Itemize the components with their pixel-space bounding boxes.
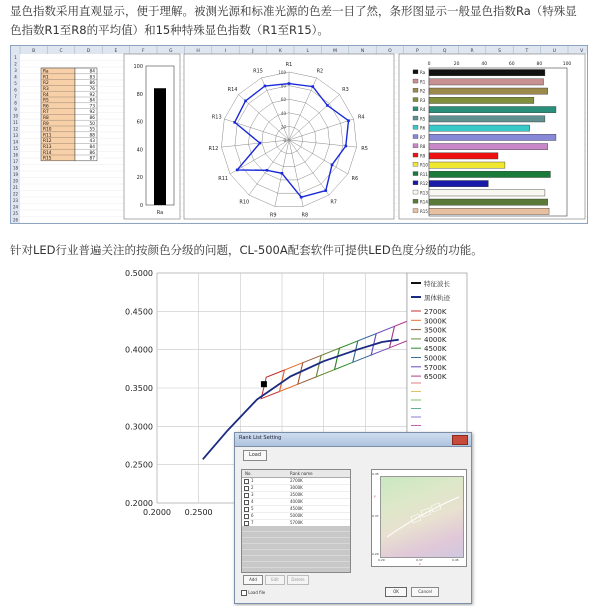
table-row-label: R1 — [43, 75, 49, 81]
rank-row[interactable] — [242, 478, 350, 485]
table-row-value: 76 — [89, 87, 95, 92]
chroma-y-tick: 0.5000 — [125, 269, 153, 278]
radar-point — [326, 104, 329, 107]
table-row-value: 86 — [89, 150, 95, 156]
legend-label: 3500K — [424, 326, 447, 335]
chroma-y-tick: 0.4500 — [125, 307, 153, 317]
radar-point — [324, 189, 327, 192]
row-number: 16 — [12, 152, 19, 158]
table-row-value: 73 — [89, 104, 95, 110]
table-row-value: 55 — [89, 127, 95, 133]
ra-category-label: Ra — [156, 210, 164, 216]
bar-legend-swatch — [413, 125, 418, 129]
radar-point — [331, 164, 334, 167]
checkbox-icon[interactable] — [241, 590, 247, 596]
column-letter: K — [278, 49, 282, 54]
table-row-label: R4 — [43, 92, 49, 98]
bar-category-label: R13 — [420, 190, 428, 196]
table-row-label: R11 — [43, 133, 52, 139]
bar-mark — [429, 125, 530, 131]
bar-legend-swatch — [413, 209, 418, 213]
chroma-y-tick: 0.3000 — [125, 422, 153, 432]
table-row-value: 83 — [89, 75, 95, 81]
load-button[interactable]: Load — [243, 450, 267, 461]
rank-row[interactable] — [242, 506, 350, 513]
mini-x-tick-mid: 0.37 — [416, 558, 423, 562]
rank-row-name: 5000K — [290, 513, 303, 518]
column-letter: Q — [442, 49, 447, 54]
radar-point — [264, 85, 267, 88]
rank-row-checkbox[interactable] — [244, 507, 249, 512]
spreadsheet-screenshot — [10, 45, 588, 224]
row-number: 13 — [12, 133, 19, 138]
radar-axis-label: R5 — [361, 145, 368, 152]
add-button[interactable]: Add — [243, 575, 263, 585]
bar-legend-swatch — [413, 107, 418, 111]
mini-plot-area — [380, 476, 464, 558]
row-number: 2 — [14, 61, 17, 67]
table-row-value: 43 — [89, 139, 95, 145]
row-number: 6 — [14, 87, 17, 93]
rank-row-name: 3500K — [290, 492, 303, 497]
cancel-button[interactable]: Cancel — [411, 587, 439, 597]
table-row-value: 84 — [89, 145, 95, 150]
bar-legend-swatch — [413, 181, 418, 185]
bar-tick-label: 40 — [481, 62, 488, 67]
dialog-titlebar — [235, 433, 471, 447]
bar-category-label: R1 — [420, 79, 426, 85]
legend-label: 5000K — [424, 354, 447, 363]
row-number: 3 — [14, 68, 17, 73]
bar-mark — [429, 79, 544, 85]
table-row-value: 86 — [89, 116, 95, 121]
column-letter: S — [498, 49, 501, 54]
column-header-rank: Rank name — [290, 471, 313, 476]
bar-mark — [429, 162, 505, 168]
close-icon[interactable] — [452, 435, 468, 445]
mini-x-axis-label: x — [419, 562, 421, 566]
column-letter: H — [196, 49, 200, 54]
legend-label: 特征波长 — [424, 280, 450, 288]
ra-tick-label: 100 — [133, 64, 143, 70]
row-number: 1 — [14, 55, 17, 60]
rank-row-name: 4000K — [290, 499, 303, 504]
ra-tick-label: 80 — [136, 91, 143, 98]
radar-axis-label: R10 — [239, 199, 250, 206]
column-letter: P — [415, 49, 419, 54]
column-letter: U — [552, 49, 556, 54]
bar-legend-swatch — [413, 199, 418, 203]
radar-tick-label: 60 — [280, 97, 286, 103]
bar-tick-label: 20 — [453, 62, 460, 67]
table-row-label: R5 — [43, 98, 49, 104]
bar-category-label: R14 — [420, 199, 428, 205]
load-file-label: Load file — [248, 590, 266, 595]
column-letter: M — [333, 49, 338, 54]
rank-row-name: 2700K — [290, 478, 303, 483]
bar-category-label: R4 — [420, 107, 426, 112]
bar-legend-swatch — [413, 79, 418, 83]
bar-category-label: R12 — [420, 181, 428, 186]
radar-tick-label: 80 — [280, 83, 286, 89]
radar-point — [244, 100, 247, 103]
ra-tick-label: 60 — [136, 119, 143, 126]
row-number: 20 — [12, 178, 19, 184]
rank-row[interactable] — [242, 513, 350, 520]
chroma-y-tick: 0.3500 — [125, 384, 153, 393]
legend-label: 3000K — [424, 317, 447, 326]
column-letter: E — [114, 49, 118, 54]
radar-axis-label: R15 — [253, 68, 264, 75]
radar-axis-label: R7 — [330, 199, 337, 206]
radar-tick-label: 20 — [280, 124, 286, 130]
radar-axis-label: R2 — [316, 68, 324, 75]
bar-mark — [429, 134, 556, 140]
rank-row-number: 3 — [251, 492, 254, 497]
bar-legend-swatch — [413, 135, 418, 139]
bar-legend-swatch — [413, 153, 418, 157]
bar-legend-swatch — [413, 88, 418, 92]
radar-point — [300, 196, 303, 199]
radar-tick-label: 40 — [280, 110, 286, 116]
table-row-label: R7 — [43, 110, 49, 116]
delete-button[interactable]: Delete — [287, 575, 309, 585]
ok-button[interactable]: OK — [385, 587, 407, 597]
bar-mark — [429, 116, 545, 122]
rank-row-number: 5 — [251, 506, 254, 511]
mini-y-tick-bottom: 0.29 — [372, 552, 379, 556]
row-number: 17 — [12, 159, 19, 164]
row-number: 21 — [12, 185, 19, 190]
table-row-value: 88 — [89, 133, 95, 139]
bar-mark — [429, 181, 488, 187]
bar-mark — [429, 190, 545, 196]
bar-legend-swatch — [413, 190, 418, 194]
mini-plot-canvas — [381, 477, 463, 557]
table-row-value: 50 — [89, 121, 95, 127]
chroma-y-tick: 0.2000 — [125, 499, 153, 508]
bar-mark — [429, 88, 548, 94]
rank-list-dialog — [234, 432, 472, 604]
bar-mark — [429, 153, 498, 159]
table-row-label: R12 — [43, 139, 52, 145]
radar-point — [233, 121, 236, 124]
table-row-label: R10 — [43, 127, 52, 133]
bar-category-label: R3 — [420, 97, 426, 103]
spreadsheet-canvas — [11, 46, 587, 223]
mini-y-tick-top: 0.45 — [372, 472, 379, 476]
radar-point — [311, 85, 314, 88]
bar-category-label: Ra — [420, 70, 426, 75]
load-file-checkbox[interactable] — [241, 590, 265, 596]
radar-axis-label: R8 — [301, 212, 309, 219]
rank-row-number: 6 — [251, 513, 254, 518]
row-number: 7 — [14, 94, 17, 99]
legend-label: 4000K — [424, 335, 447, 344]
column-header-no: No. — [245, 471, 252, 476]
table-row-label: Ra — [43, 69, 49, 75]
rank-row[interactable] — [242, 492, 350, 499]
chroma-y-tick: 0.2500 — [125, 460, 153, 470]
mini-x-tick-right: 0.45 — [452, 558, 459, 562]
bar-mark — [429, 208, 549, 214]
rank-row-number: 1 — [251, 478, 254, 483]
mini-x-tick-left: 0.29 — [378, 558, 385, 562]
bar-mark — [429, 144, 548, 150]
column-letter: R — [470, 49, 474, 54]
rank-row-name: 3000K — [290, 485, 303, 490]
row-number: 14 — [12, 139, 19, 145]
bar-tick-label: 0 — [427, 62, 431, 67]
column-letter: O — [388, 49, 392, 54]
column-letter: I — [224, 49, 227, 54]
ra-tick-label: 40 — [136, 147, 143, 154]
rank-row-number: 2 — [251, 485, 254, 490]
table-row-label: R6 — [43, 104, 49, 110]
bar-mark — [429, 107, 556, 113]
bar-tick-label: 60 — [508, 62, 515, 67]
table-row-label: R2 — [43, 81, 49, 87]
row-number: 23 — [12, 198, 19, 203]
ra-tick-label: 0 — [139, 203, 143, 209]
row-number: 8 — [14, 100, 17, 106]
row-number: 12 — [12, 126, 19, 132]
rank-row[interactable] — [242, 499, 350, 506]
rank-row-name: 4500K — [290, 506, 303, 511]
column-letter: J — [252, 49, 254, 54]
bar-mark — [429, 199, 548, 205]
chroma-x-tick: 0.2000 — [143, 508, 171, 517]
legend-label: 黑体轨迹 — [424, 294, 450, 302]
bar-mark — [429, 97, 534, 103]
bar-legend-swatch — [413, 70, 418, 74]
column-letter: L — [306, 49, 309, 54]
rank-row-checkbox[interactable] — [244, 514, 249, 519]
bar-mark — [429, 171, 550, 177]
radar-axis-label: R6 — [351, 176, 359, 182]
column-letter: D — [86, 49, 91, 54]
bar-category-label: R6 — [420, 125, 426, 131]
radar-axis-label: R9 — [269, 212, 277, 219]
radar-point — [345, 145, 348, 148]
table-row-value: 87 — [89, 156, 95, 162]
intro-paragraph: 显色指数采用直观显示，便于理解。被测光源和标准光源的色差一目了然，条形图显示一般显色指数Ra（特殊显色指数R1至R8的平均值）和15种特殊显色指数（R1至R15）。 — [10, 4, 577, 37]
table-row-label: R3 — [43, 87, 49, 92]
radar-axis-label: R11 — [218, 176, 229, 182]
table-row-label: R8 — [43, 116, 49, 121]
radar-axis-label: R14 — [227, 87, 238, 94]
radar-axis-label: R12 — [208, 145, 219, 152]
chroma-y-tick: 0.4000 — [125, 345, 153, 355]
rank-row-checkbox[interactable] — [244, 493, 249, 498]
mini-y-axis-label: y — [374, 494, 376, 498]
column-letter: C — [59, 49, 63, 54]
bar-category-label: R10 — [420, 162, 428, 168]
rank-row-name: 5700K — [290, 520, 303, 525]
dialog-title: Rank List Setting — [239, 435, 282, 441]
row-number: 5 — [14, 81, 17, 86]
table-row-label: R13 — [43, 145, 52, 150]
column-letter: F — [142, 49, 145, 54]
legend-label: 5700K — [424, 363, 447, 372]
table-row-label: R9 — [43, 121, 49, 127]
rank-row-number: 7 — [251, 520, 254, 525]
measured-point — [261, 381, 267, 387]
rank-row-checkbox[interactable] — [244, 479, 249, 484]
bar-tick-label: 100 — [562, 62, 572, 67]
legend-label: 2700K — [424, 308, 447, 316]
radar-point — [259, 142, 262, 145]
binning-paragraph: 针对LED行业普遍关注的按颜色分级的问题，CL-500A配套软件可提供LED色度分级的功能。 — [10, 243, 483, 257]
bar-category-label: R15 — [420, 208, 428, 214]
table-row-value: 84 — [89, 98, 95, 104]
row-number: 9 — [14, 107, 17, 112]
column-letter: N — [360, 49, 365, 54]
table-row-value: 86 — [89, 81, 95, 87]
bar-tick-label: 80 — [536, 62, 543, 67]
bar-category-label: R8 — [420, 144, 426, 149]
radar-axis-label: R4 — [357, 114, 365, 121]
radar-point — [288, 82, 291, 85]
bar-legend-swatch — [413, 98, 418, 102]
ra-tick-label: 20 — [136, 175, 143, 182]
bar-mark — [429, 70, 545, 76]
legend-label: 6500K — [424, 373, 447, 382]
radar-point — [236, 169, 239, 172]
radar-point — [281, 172, 284, 175]
row-number: 19 — [12, 172, 19, 177]
column-letter: V — [580, 49, 584, 54]
radar-axis-label: R13 — [211, 114, 222, 121]
table-row-value: 84 — [89, 69, 95, 75]
row-number: 15 — [12, 146, 19, 151]
bar-legend-swatch — [413, 172, 418, 176]
legend-label: 4500K — [424, 345, 447, 354]
column-letter: T — [525, 49, 529, 54]
bar-legend-swatch — [413, 116, 418, 120]
column-letter: B — [32, 49, 36, 54]
chroma-x-tick: 0.2500 — [184, 508, 213, 517]
bar-category-label: R7 — [420, 134, 426, 140]
radar-axis-label: R1 — [285, 62, 293, 68]
rank-table-empty-area — [242, 526, 350, 572]
bar-legend-swatch — [413, 162, 418, 166]
row-number: 11 — [12, 120, 19, 125]
table-row-value: 92 — [89, 92, 95, 98]
row-number: 22 — [12, 191, 19, 197]
table-row-label: R14 — [43, 150, 52, 156]
mini-chromaticity-plot — [371, 469, 467, 567]
edit-button[interactable]: Edit — [265, 575, 285, 585]
rank-row-checkbox[interactable] — [244, 486, 249, 491]
rank-row-number: 4 — [251, 499, 254, 504]
row-number: 24 — [12, 204, 19, 210]
rank-row[interactable] — [242, 485, 350, 492]
bar-category-label: R2 — [420, 88, 426, 94]
row-number: 4 — [14, 74, 17, 80]
ra-bar — [154, 88, 166, 205]
row-number: 18 — [12, 165, 19, 171]
column-letter: G — [168, 49, 173, 54]
table-row-label: R15 — [43, 156, 52, 162]
bar-category-label: R11 — [420, 171, 428, 177]
table-row-value: 92 — [89, 110, 95, 116]
rank-row-checkbox[interactable] — [244, 500, 249, 505]
radar-point — [266, 169, 269, 172]
mini-y-tick-mid: 0.37 — [372, 514, 379, 518]
row-number: 10 — [12, 113, 19, 119]
bar-category-label: R9 — [420, 153, 426, 159]
bar-category-label: R5 — [420, 116, 426, 122]
radar-point — [347, 119, 350, 122]
radar-tick-label: 0 — [283, 138, 286, 143]
rank-table — [241, 469, 351, 573]
radar-axis-label: R3 — [342, 87, 349, 94]
row-number: 25 — [12, 211, 19, 216]
radar-tick-label: 100 — [278, 70, 286, 75]
rank-table-header — [242, 470, 350, 478]
row-number: 26 — [12, 217, 19, 223]
bar-legend-swatch — [413, 144, 418, 148]
